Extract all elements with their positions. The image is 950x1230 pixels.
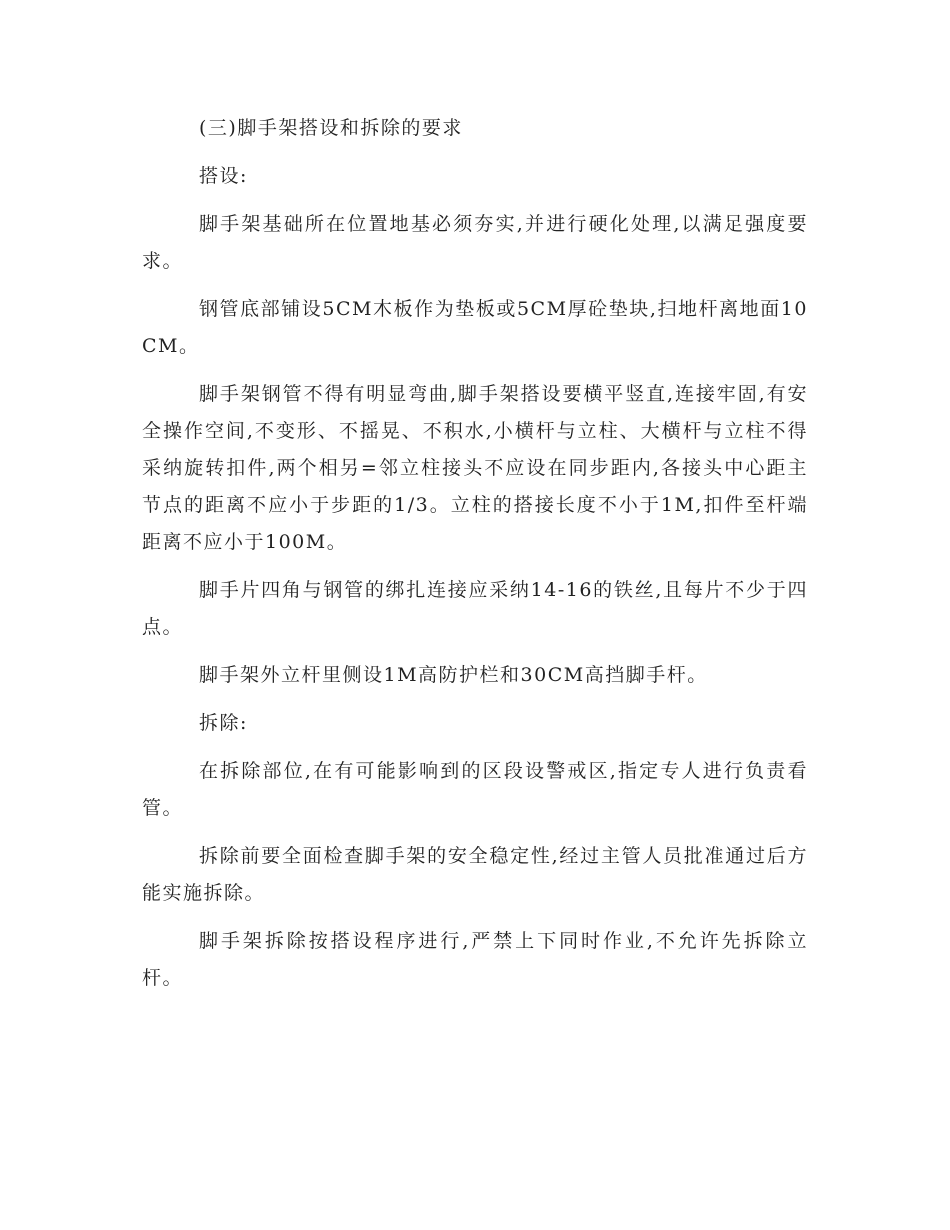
subheading-dismantling: 拆除: [199,712,248,734]
paragraph-guardrail: 脚手架外立杆里侧设1M高防护栏和30CM高挡脚手杆。 [199,664,708,686]
paragraph-base-plate: 钢管底部铺设5CM木板作为垫板或5CM厚砼垫块,扫地杆离地面10CM。 [142,298,808,357]
section-heading: (三)脚手架搭设和拆除的要求 [199,117,463,139]
paragraph-dismantling-order: 脚手架拆除按搭设程序进行,严禁上下同时作业,不允许先拆除立杆。 [142,930,808,989]
paragraph-warning-zone: 在拆除部位,在有可能影响到的区段设警戒区,指定专人进行负责看管。 [142,760,808,819]
paragraph-foundation: 脚手架基础所在位置地基必须夯实,并进行硬化处理,以满足强度要求。 [142,213,808,272]
document-body [142,110,808,1008]
paragraph-steel-pipe-requirements: 脚手架钢管不得有明显弯曲,脚手架搭设要横平竖直,连接牢固,有安全操作空间,不变形、不摇晃、不积水,小横杆与立柱、大横杆与立柱不得采纳旋转扣件,两个相另=邻立柱接头不应设在同步距内,各接头中心距主节点的距离不应小于步距的1/3。立柱的搭接长度不小于1M,扣件至杆端距离不应小于100M。 [142,383,808,553]
subheading-erection: 搭设: [199,165,248,187]
paragraph-safety-inspection: 拆除前要全面检查脚手架的安全稳定性,经过主管人员批准通过后方能实施拆除。 [142,845,808,904]
paragraph-scaffold-board-binding: 脚手片四角与钢管的绑扎连接应采纳14-16的铁丝,且每片不少于四点。 [142,579,808,638]
